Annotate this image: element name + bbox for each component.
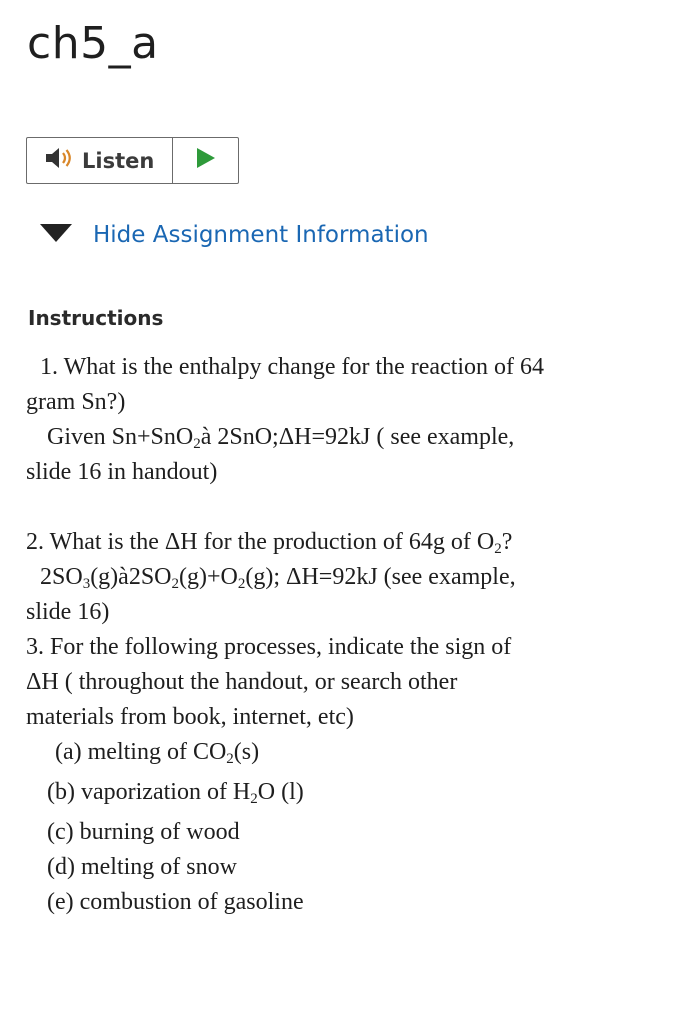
caret-down-icon [40, 224, 72, 247]
instructions-heading: Instructions [28, 306, 164, 330]
listen-label: Listen [82, 148, 155, 173]
q1-given: Given Sn+SnO$_2$à 2SnO;ΔH=92kJ ( see example, [47, 424, 515, 452]
listen-button[interactable] [27, 138, 173, 183]
q3-line3: materials from book, internet, etc) [26, 704, 354, 730]
q3-item-a: (a) melting of $CO_2(s)$ [55, 739, 260, 767]
q3-item-e: (e) combustion of gasoline [47, 889, 304, 915]
play-icon [196, 147, 216, 174]
q2-line3: slide 16) [26, 599, 110, 625]
page-title: ch5_a [27, 18, 159, 69]
q3-line1: 3. For the following processes, indicate the sign of [26, 634, 512, 660]
q3-line2: ΔH ( throughout the handout, or search other [26, 669, 458, 695]
q1-line1: 1. What is the enthalpy change for the reaction of 64 [40, 354, 545, 380]
q3-item-d: (d) melting of snow [47, 854, 237, 880]
q1-line2: gram Sn?) [26, 389, 126, 415]
q3-item-b: (b) vaporization of $H_2O$ (l) [47, 779, 304, 807]
spacer [26, 490, 666, 525]
hide-assignment-info-link[interactable]: Hide Assignment Information [93, 222, 429, 248]
q1-line4: slide 16 in handout) [26, 459, 218, 485]
q2-line1: 2. What is the ΔH for the production of 64g of $O_2$? [26, 529, 513, 557]
q3-item-c: (c) burning of wood [47, 819, 240, 845]
q2-equation: $2SO_3(g)à2SO_2(g)+O_2(g)$; ΔH=92kJ (see example, [40, 564, 516, 592]
read-aloud-toolbar [26, 137, 239, 184]
play-button[interactable] [173, 138, 238, 183]
hide-assignment-info-toggle[interactable] [40, 222, 429, 248]
instructions-body [26, 350, 666, 920]
speaker-icon [44, 146, 74, 175]
